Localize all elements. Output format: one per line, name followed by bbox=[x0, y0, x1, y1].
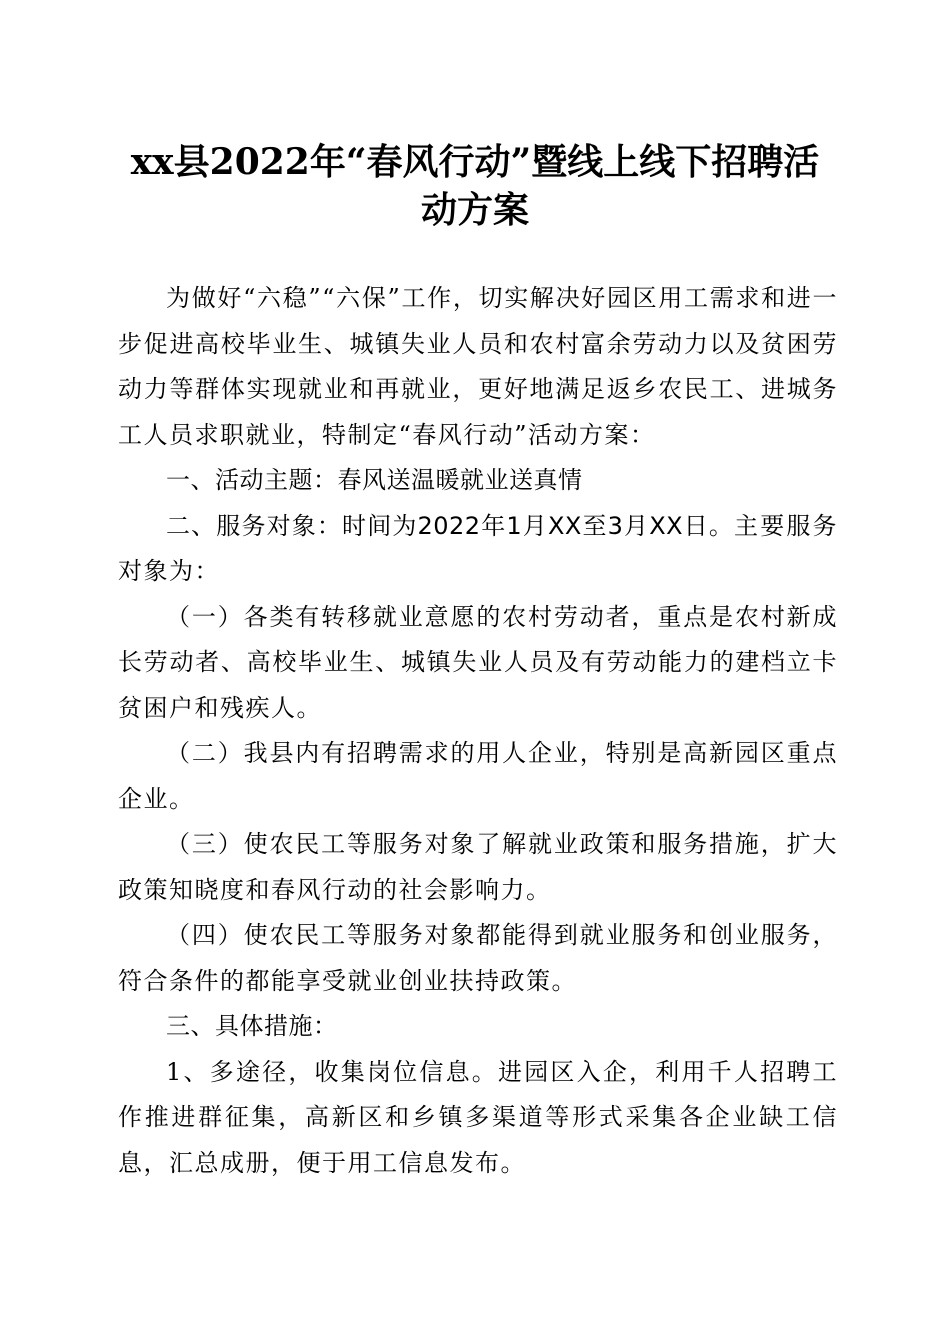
document-title-line-2: 动方案 bbox=[420, 189, 529, 231]
section-2-heading: 二、服务对象：时间为2022年1月XX至3月XX日。 bbox=[166, 511, 735, 540]
service-item-1: （一）各类有转移就业意愿的农村劳动者，重点是农村新成长劳动者、高校毕业生、城镇失业人员及有劳动能力的建档立卡贫困户和残疾人。 bbox=[118, 602, 838, 722]
measure-1-paragraph: 1、多途径，收集岗位信息。进园区入企，利用千人招聘工作推进群征集，高新区和乡镇多渠道等形式采集各企业缺工信息，汇总成册，便于用工信息发布。 bbox=[118, 1057, 838, 1177]
service-item-2: （二）我县内有招聘需求的用人企业，特别是高新园区重点企业。 bbox=[118, 739, 838, 813]
section-1-heading: 一、活动主题：春风送温暖就业送真情 bbox=[166, 466, 583, 494]
document-body bbox=[118, 276, 838, 1186]
section-2-paragraph bbox=[118, 504, 838, 595]
service-item-3: （三）使农民工等服务对象了解就业政策和服务措施，扩大政策知晓度和春风行动的社会影响力。 bbox=[118, 830, 838, 904]
document-title-line-1: xx县2022年“春风行动”暨线上线下招聘活 bbox=[130, 141, 820, 183]
service-item-4: （四）使农民工等服务对象都能得到就业服务和创业服务，符合条件的都能享受就业创业扶持政策。 bbox=[118, 921, 838, 995]
section-3-heading: 三、具体措施： bbox=[166, 1012, 338, 1040]
section-2-text: 主要服务对象为： bbox=[118, 511, 838, 585]
intro-paragraph: 为做好“六稳”“六保”工作，切实解决好园区用工需求和进一步促进高校毕业生、城镇失业人员和农村富余劳动力以及贫困劳动力等群体实现就业和再就业，更好地满足返乡农民工、进城务工人员求职就业，特制定“春风行动”活动方案： bbox=[118, 284, 838, 449]
